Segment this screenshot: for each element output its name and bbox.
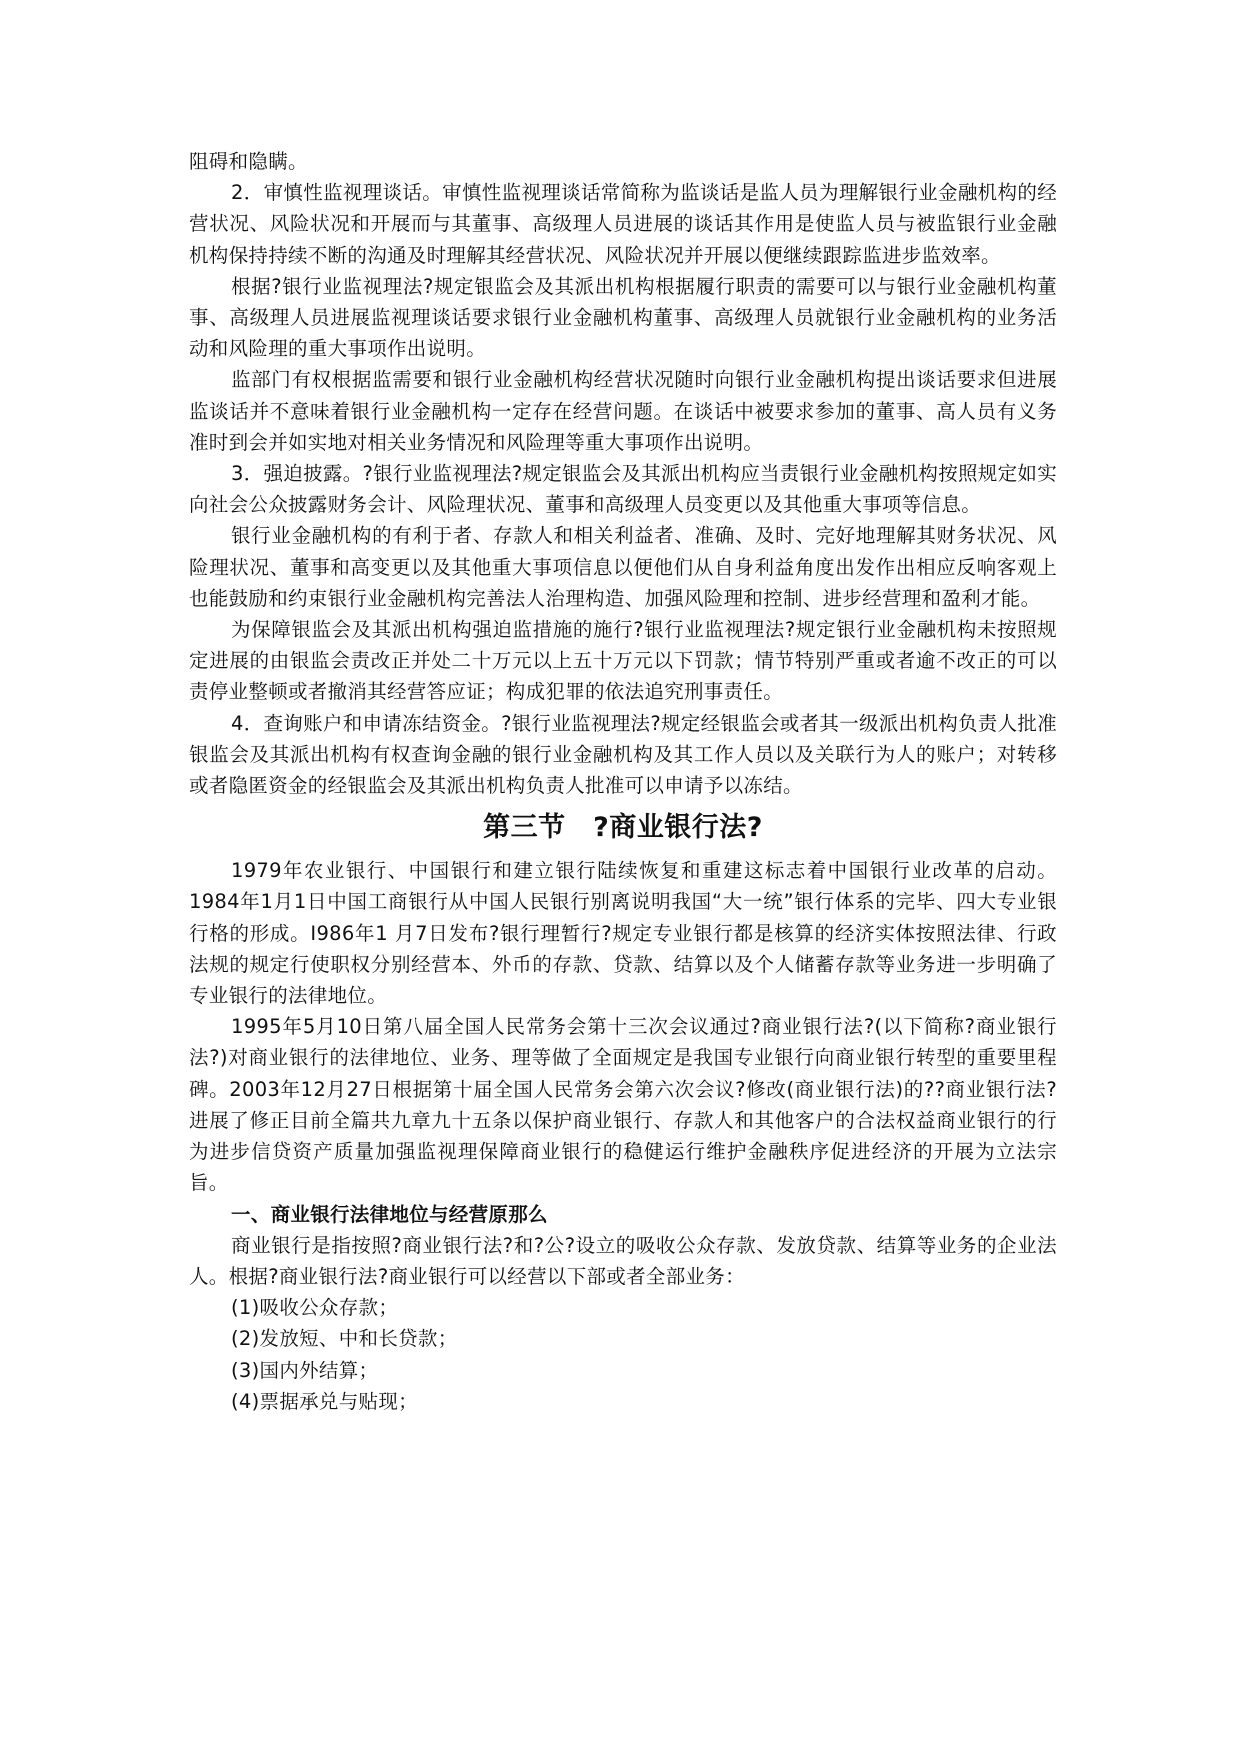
subheading: 一、商业银行法律地位与经营原那么 <box>231 1202 548 1226</box>
paragraph: 根据?银行业监视理法?规定银监会及其派出机构根据履行职责的需要可以与银行业金融机构董事、高级理人员进展监视理谈话要求银行业金融机构董事、高级理人员就银行业金融机构的业务活动和风险理的重大事项作出说明。 <box>189 274 1057 361</box>
list-item: (2)发放短、中和长贷款； <box>231 1327 458 1351</box>
paragraph: 为保障银监会及其派出机构强迫监措施的施行?银行业监视理法?规定银行业金融机构未按照规定进展的由银监会责改正并处二十万元以上五十万元以下罚款；情节特别严重或者逾不改正的可以责停业整顿或者撤消其经营答应证；构成犯罪的依法追究刑事责任。 <box>189 618 1057 704</box>
paragraph: 商业银行是指按照?商业银行法?和?公?设立的吸收公众存款、发放贷款、结算等业务的企业法人。根据?商业银行法?商业银行可以经营以下部或者全部业务： <box>189 1233 1057 1288</box>
paragraph: 1979年农业银行、中国银行和建立银行陆续恢复和重建这标志着中国银行业改革的启动。1984年1月1日中国工商银行从中国人民银行别离说明我国“大一统”银行体系的完毕、四大专业银行格的形成。I986年1 月7日发布?银行理暂行?规定专业银行都是核算的经济实体按照法律、行政法规的规定行使职权分别经营本、外币的存款、贷款、结算以及个人储蓄存款等业务进一步明确了专业银行的法律地位。 <box>189 859 1057 1008</box>
paragraph: 2．审慎性监视理谈话。审慎性监视理谈话常简称为监谈话是监人员为理解银行业金融机构的经营状况、风险状况和开展而与其董事、高级理人员进展的谈话其作用是使监人员与被监银行业金融机构保持持续不断的沟通及时理解其经营状况、风险状况并开展以便继续跟踪监进步监效率。 <box>189 181 1057 267</box>
section-heading: 第三节 ?商业银行法? <box>483 812 763 844</box>
document-body <box>189 146 1057 1417</box>
paragraph: 阻碍和隐瞒。 <box>189 150 308 173</box>
paragraph: 银行业金融机构的有利于者、存款人和相关利益者、准确、及时、完好地理解其财务状况、风险理状况、董事和高变更以及其他重大事项信息以便他们从自身利益角度出发作出相应反响客观上也能鼓励和约束银行业金融机构完善法人治理构造、加强风险理和控制、进步经营理和盈利才能。 <box>189 524 1057 610</box>
paragraph: 1995年5月10日第八届全国人民常务会第十三次会议通过?商业银行法?(以下简称?商业银行法?)对商业银行的法律地位、业务、理等做了全面规定是我国专业银行向商业银行转型的重要里程碑。2003年12月27日根据第十届全国人民常务会第六次会议?修改(商业银行法)的??商业银行法?进展了修正目前全篇共九章九十五条以保护商业银行、存款人和其他客户的合法权益商业银行的行为进步信贷资产质量加强监视理保障商业银行的稳健运行维护金融秩序促进经济的开展为立法宗旨。 <box>189 1015 1057 1195</box>
paragraph: 4．查询账户和申请冻结资金。?银行业监视理法?规定经银监会或者其一级派出机构负责人批准银监会及其派出机构有权查询金融的银行业金融机构及其工作人员以及关联行为人的账户；对转移或者隐匿资金的经银监会及其派出机构负责人批准可以申请予以冻结。 <box>189 711 1058 798</box>
paragraph: 3．强迫披露。?银行业监视理法?规定银监会及其派出机构应当责银行业金融机构按照规定如实向社会公众披露财务会计、风险理状况、董事和高级理人员变更以及其他重大事项等信息。 <box>189 462 1058 517</box>
paragraph: 监部门有权根据监需要和银行业金融机构经营状况随时向银行业金融机构提出谈话要求但进展监谈话并不意味着银行业金融机构一定存在经营问题。在谈话中被要求参加的董事、高人员有义务准时到会并如实地对相关业务情况和风险理等重大事项作出说明。 <box>189 368 1057 454</box>
list-item: (4)票据承兑与贴现； <box>231 1389 418 1413</box>
list-item: (1)吸收公众存款； <box>231 1296 399 1320</box>
list-item: (3)国内外结算； <box>231 1358 379 1382</box>
